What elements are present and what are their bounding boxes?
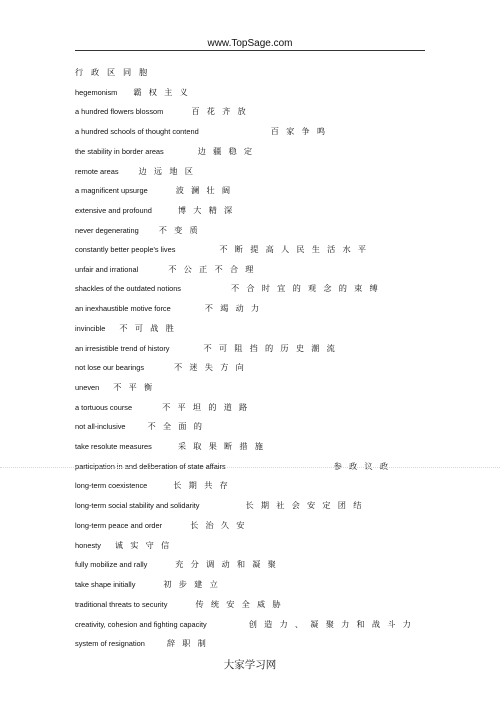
glossary-entry: [75, 183, 232, 197]
entry-english: unfair and irrational: [75, 265, 139, 274]
entry-english: a hundred schools of thought contend: [75, 127, 199, 136]
glossary-entry: [75, 164, 195, 178]
glossary-entry: [75, 341, 337, 355]
entry-english: long-term peace and order: [75, 521, 163, 530]
entry-english: the stability in border areas: [75, 147, 164, 156]
glossary-entry: [75, 321, 176, 335]
entry-chinese: 不 变 质: [158, 225, 200, 235]
header-divider: [75, 50, 425, 51]
entry-chinese: 不 公 正 不 合 理: [168, 264, 256, 274]
glossary-entry: [75, 223, 200, 237]
glossary-entry: [75, 538, 172, 552]
entry-english: a tortuous course: [75, 403, 133, 412]
glossary-entry: [75, 617, 413, 631]
glossary-entry: [75, 498, 364, 512]
glossary-entry: [75, 85, 190, 99]
entry-chinese: 不 平 坦 的 道 路: [162, 402, 250, 412]
entry-english: creativity, cohesion and fighting capacity: [75, 620, 207, 629]
entry-english: remote areas: [75, 167, 119, 176]
entry-chinese: 传 统 安 全 威 胁: [195, 599, 283, 609]
glossary-entry: [75, 144, 254, 158]
glossary-entry: [75, 242, 368, 256]
entry-chinese: 不 迷 失 方 向: [174, 362, 247, 372]
entry-chinese: 不 竭 动 力: [204, 303, 262, 313]
entry-english: an inexhaustible motive force: [75, 304, 171, 313]
entry-chinese: 博 大 精 深: [177, 205, 235, 215]
glossary-entry: [75, 478, 230, 492]
glossary-entry: [75, 104, 248, 118]
entry-english: participation in and deliberation of state affairs: [75, 462, 226, 471]
entry-chinese: 长 治 久 安: [190, 520, 247, 530]
entry-english: traditional threats to security: [75, 600, 168, 609]
entry-chinese: 初 步 建 立: [163, 579, 221, 589]
entry-english: extensive and profound: [75, 206, 152, 215]
entry-chinese: 不 断 提 高 人 民 生 活 水 平: [219, 244, 369, 254]
entry-chinese: 采 取 果 断 措 施: [177, 441, 266, 451]
glossary-entry: [75, 597, 283, 611]
entry-chinese: 霸 权 主 义: [133, 87, 190, 97]
glossary-entry: [75, 419, 204, 433]
entry-english: hegemonism: [75, 88, 118, 97]
entry-chinese: 充 分 调 动 和 凝 聚: [175, 559, 279, 569]
entry-english: long-term coexistence: [75, 481, 148, 490]
section-title: 行 政 区 同 胞: [75, 67, 150, 77]
entry-chinese: 不 合 时 宜 的 观 念 的 束 缚: [231, 283, 381, 293]
entry-chinese: 参 政 议 政: [333, 461, 391, 471]
page-footer: 大家学习网: [223, 659, 277, 671]
entry-english: long-term social stability and solidarity: [75, 501, 200, 510]
entry-english: system of resignation: [75, 639, 145, 648]
glossary-entry: [75, 301, 261, 315]
glossary-entry: [75, 636, 208, 650]
glossary-entry: [75, 439, 265, 453]
entry-english: fully mobilize and rally: [75, 560, 148, 569]
entry-chinese: 百 家 争 鸣: [270, 126, 328, 136]
entry-chinese: 边 远 地 区: [138, 166, 196, 176]
entry-chinese: 长 期 共 存: [173, 480, 230, 490]
entry-english: an irresistible trend of history: [75, 344, 170, 353]
entry-chinese: 不 平 衡: [113, 382, 155, 392]
entry-chinese: 不 可 战 胜: [119, 323, 177, 333]
entry-chinese: 创 造 力 、 凝 聚 力 和 战 斗 力: [248, 619, 414, 629]
entry-english: uneven: [75, 383, 100, 392]
entry-chinese: 不 全 面 的: [147, 421, 205, 431]
entry-chinese: 辞 职 制: [166, 638, 209, 648]
entry-english: not all-inclusive: [75, 422, 126, 431]
glossary-entry: [75, 380, 155, 394]
entry-chinese: 长 期 社 会 安 定 团 结: [245, 500, 364, 510]
glossary-entry: [75, 203, 235, 217]
site-header: www.TopSage.com: [207, 38, 293, 49]
entry-english: honesty: [75, 541, 101, 550]
entry-english: take resolute measures: [75, 442, 152, 451]
glossary-entry: [75, 557, 278, 571]
entry-english: never degenerating: [75, 226, 139, 235]
glossary-entry: [75, 518, 247, 532]
entry-english: shackles of the outdated notions: [75, 284, 182, 293]
entry-english: take shape initially: [75, 580, 136, 589]
entry-chinese: 边 疆 稳 定: [197, 146, 255, 156]
entry-chinese: 不 可 阻 挡 的 历 史 潮 流: [203, 343, 338, 353]
entry-english: constantly better people's lives: [75, 245, 176, 254]
glossary-entry: [75, 360, 246, 374]
glossary-entry: [75, 262, 256, 276]
glossary-entry: [75, 124, 327, 138]
glossary-entry: [75, 400, 250, 414]
entry-english: not lose our bearings: [75, 363, 145, 372]
entry-english: a magnificent upsurge: [75, 186, 148, 195]
entry-english: a hundred flowers blossom: [75, 107, 164, 116]
entry-chinese: 百 花 齐 放: [191, 106, 248, 116]
entry-chinese: 波 澜 壮 阔: [175, 185, 233, 195]
glossary-entry: [75, 459, 390, 473]
glossary-entry: [75, 281, 380, 295]
page-divider: [0, 467, 500, 468]
entry-chinese: 诚 实 守 信: [114, 540, 172, 550]
entry-english: invincible: [75, 324, 106, 333]
glossary-entry: [75, 577, 220, 591]
